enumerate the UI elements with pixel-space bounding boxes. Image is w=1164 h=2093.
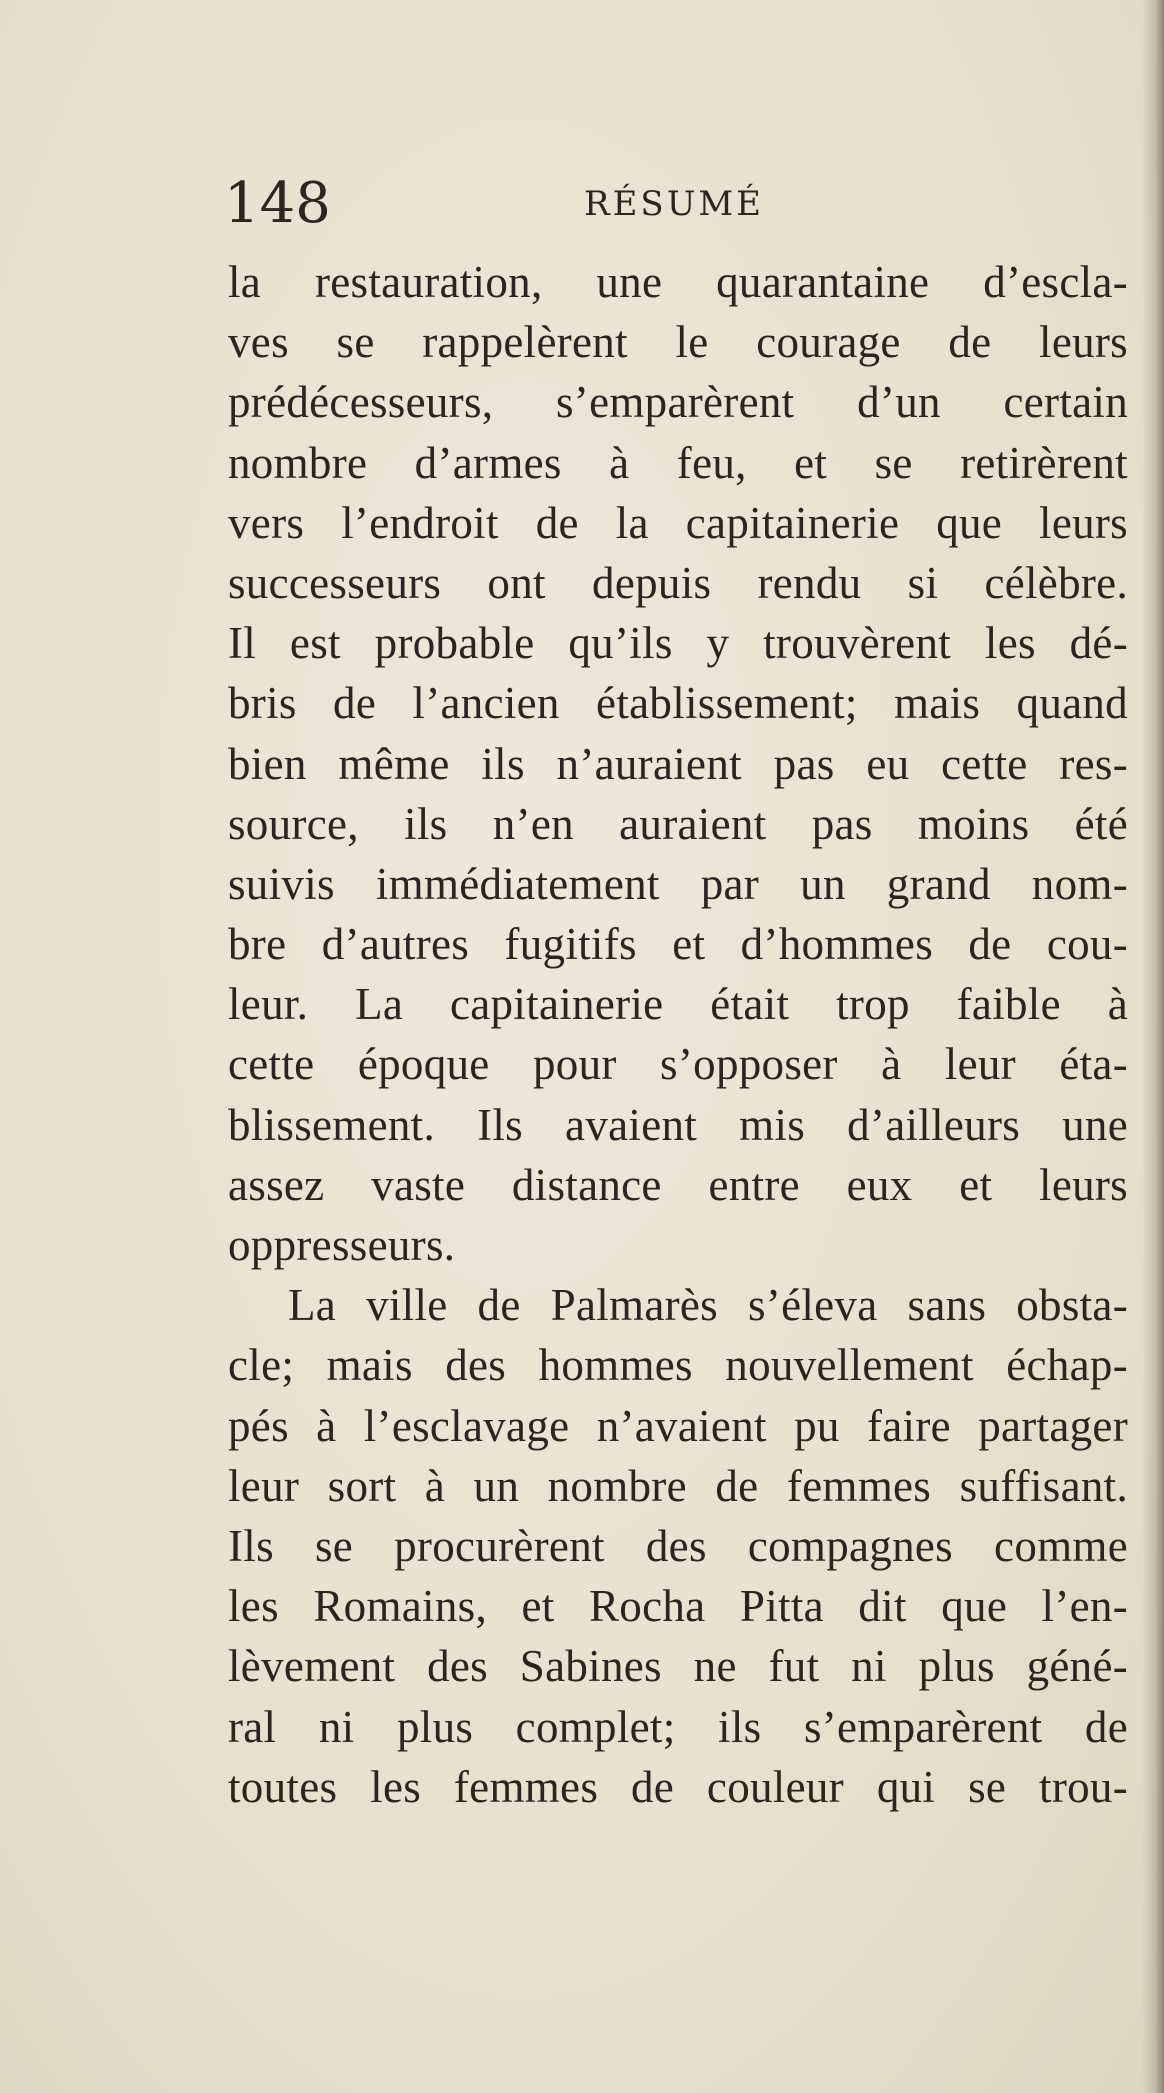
text-line: cle; mais des hommes nouvellement échap- <box>228 1340 1128 1391</box>
page-number: 148 <box>224 171 331 236</box>
text-line: lèvement des Sabines ne fut ni plus géné- <box>228 1641 1128 1692</box>
text-line: vers l’endroit de la capitainerie que leurs <box>228 497 1128 548</box>
body-text <box>228 252 1128 1817</box>
text-line: suivis immédiatement par un grand nom- <box>228 858 1128 909</box>
text-line: assez vaste distance entre eux et leurs <box>228 1159 1128 1210</box>
text-line: cette époque pour s’opposer à leur éta- <box>228 1039 1128 1090</box>
text-line: nombre d’armes à feu, et se retirèrent <box>228 437 1128 488</box>
text-line: bien même ils n’auraient pas eu cette res- <box>228 738 1128 789</box>
text-line: leur sort à un nombre de femmes suffisant. <box>228 1460 1128 1511</box>
text-line: ves se rappelèrent le courage de leurs <box>228 317 1128 368</box>
text-line: leur. La capitainerie était trop faible à <box>228 979 1128 1030</box>
page-header <box>224 168 1104 240</box>
text-line: pés à l’esclavage n’avaient pu faire partager <box>228 1400 1128 1451</box>
text-line: oppresseurs. <box>228 1220 456 1270</box>
text-line: bre d’autres fugitifs et d’hommes de cou- <box>228 919 1128 970</box>
text-line: prédécesseurs, s’emparèrent d’un certain <box>228 377 1128 428</box>
text-line: Ils se procurèrent des compagnes comme <box>228 1520 1128 1571</box>
text-line: les Romains, et Rocha Pitta dit que l’en- <box>228 1581 1128 1632</box>
text-line: source, ils n’en auraient pas moins été <box>228 798 1128 849</box>
page-edge-shadow <box>1142 0 1164 2093</box>
text-line: ral ni plus complet; ils s’emparèrent de <box>228 1701 1128 1752</box>
text-line: toutes les femmes de couleur qui se trou- <box>228 1761 1128 1812</box>
text-line: successeurs ont depuis rendu si célèbre. <box>228 557 1128 608</box>
text-line: bris de l’ancien établissement; mais quand <box>228 678 1128 729</box>
text-line: La ville de Palmarès s’éleva sans obsta- <box>288 1280 1128 1331</box>
text-line: Il est probable qu’ils y trouvèrent les dé- <box>228 618 1128 669</box>
text-line: la restauration, une quarantaine d’escla- <box>228 257 1128 307</box>
running-title: RÉSUMÉ <box>584 184 764 224</box>
text-line: blissement. Ils avaient mis d’ailleurs une <box>228 1099 1128 1150</box>
